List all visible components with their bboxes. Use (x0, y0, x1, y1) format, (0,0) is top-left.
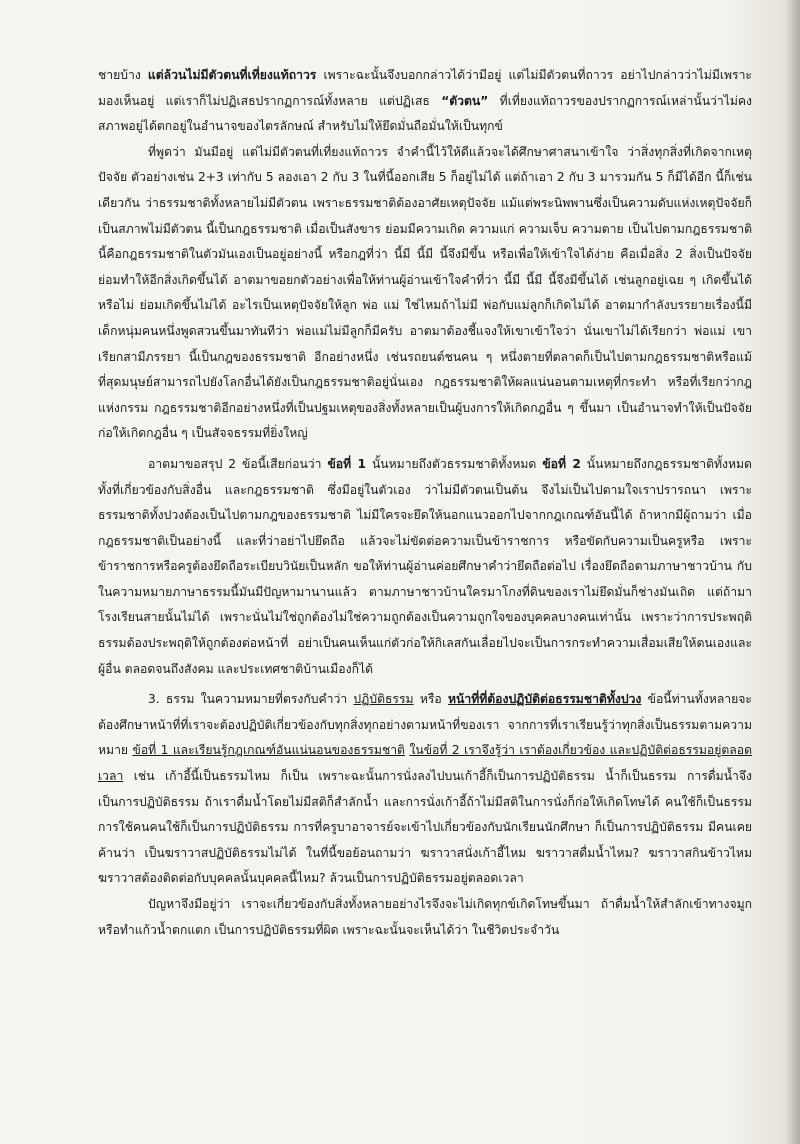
paragraph-4 (98, 687, 752, 892)
text-run: เพราะฉะนั้นจึงบอกกล่าวได้ว่ามีอยู่ แต่ไม่มีตัวตนที่ถาวร อย่าไปกล่าวว่าไม่มีเพราะมองเห็นอยู่ แต่เราก็ไม่ปฏิเสธปรากฏการณ์ทั้งหลาย แต่ปฏิเสธ (98, 68, 752, 108)
text-run: ข้อที่ 1 และเรียนรู้กฎเกณฑ์อันแน่นอนของธรรมชาติ (132, 743, 405, 758)
body-text (98, 63, 752, 943)
text-run: “ตัวตน” (441, 93, 489, 108)
text-run: อาตมาขอสรุป 2 ข้อนี้เสียก่อนว่า (148, 456, 328, 471)
text-run: ที่พูดว่า มันมีอยู่ แต่ไม่มีตัวตนที่เที่ยงแท้ถาวร จำคำนี้ไว้ให้ดีแล้วจะได้ศึกษาศาสนาเข้าใจ ว่าสิ่งทุกสิ่งที่เกิดจากเหตุปัจจัย ตัวอย่างเช่น 2+3 เท่ากับ 5 ลองเอา 2 กับ 3 ในที่นี้ออกเสีย 5 ก็อยู่ไม่ได้ แต่ถ้าเอา 2 กับ 3 มารวมกัน 5 ก็มีได้อีก นี้ก็เช่นเดียวกัน ว่าธรรมชาติทั้งหลายไม่มีตัวตน เพราะธรรมชาติต้องอาศัยเหตุปัจจัย แม้แต่พระนิพพานซึ่งเป็นความดับแห่งเหตุปัจจัยก็เป็นสภาพไม่มีตัวตน นี้เป็นกฎธรรมชาติ เมื่อเป็นสังขาร ย่อมมีความเกิด ความแก่ ความเจ็บ ความตาย เป็นไปตามกฎธรรมชาติ นี้คือกฎธรรมชาติในตัวมันเองเป็นอยู่อย่างนี้ หรือกฎที่ว่า นี้มี นี้มี นี้จึงมีขึ้น หรือเพื่อให้เข้าใจได้ง่าย คือเมื่อสิ่ง 2 สิ่งเป็นปัจจัย ย่อมทำให้อีกสิ่งเกิดขึ้นได้ อาตมาขอยกตัวอย่างเพื่อให้ท่านผู้อ่านเข้าใจคำที่ว่า นี้มี นี้มี นี้จึงมีขึ้นได้ เช่นลูกอยู่เฉย ๆ เกิดขึ้นได้หรือไม่ ย่อมเกิดขึ้นไม่ได้ อะไรเป็นเหตุปัจจัยให้ลูก พ่อ แม่ ใช่ไหมถ้าไม่มี พ่อกับแม่ลูกก็เกิดไม่ได้ อาตมากำลังบรรยายเรื่องนี้มีเด็กหนุ่มคนหนึ่งพูดสวนขึ้นมาทันทีว่า พ่อแม่ไม่มีลูกก็มีครับ อาตมาต้องชี้แจงให้เขาเข้าใจว่า นั่นเขาไม่ได้เรียกว่า พ่อแม่ เขาเรียกสามีภรรยา นี้เป็นกฎของธรรมชาติ อีกอย่างหนึ่ง เช่นรถยนต์ชนคน ๆ หนึ่งตายที่ตลาดก็เป็นไปตามกฎธรรมชาติหรือแม้ที่สุดมนุษย์สามารถไปยังโลกอื่นได้ยังเป็นกฎธรรมชาติอยู่นั่นเอง กฎธรรมชาติให้ผลแน่นอนตามเหตุที่กระทำ หรือที่เรียกว่ากฎแห่งกรรม กฎธรรมชาติอีกอย่างหนึ่งที่เป็นปฐมเหตุของสิ่งทั้งหลายเป็นผู้บงการให้เกิดกฎอื่น ๆ ขึ้นมา เป็นอำนาจทำให้เป็นปัจจัยก่อให้เกิดกฎอื่น ๆ เป็นสัจจธรรมที่ยิ่งใหญ่ (98, 144, 752, 441)
text-run: ข้อที่ 2 (542, 456, 581, 471)
text-run: ปัญหาจึงมีอยู่ว่า เราจะเกี่ยวข้องกับสิ่งทั้งหลายอย่างไรจึงจะไม่เกิดทุกข์เกิดโทษขึ้นมา ถ้าดื่มน้ำให้สำลักเข้าทางจมูก หรือทำแก้วน้ำตกแตก เป็นการปฏิบัติธรรมที่ผิด เพราะฉะนั้นจะเห็นได้ว่า ในชีวิตประจำวัน (98, 897, 752, 937)
text-run: นั้นหมายถึงกฎธรรมชาติทั้งหมด ทั้งที่เกี่ยวข้องกับสิ่งอื่น และกฎธรรมชาติ ซึ่งมีอยู่ในตัวเอง ว่าไม่มีตัวตนเป็นต้น จึงไม่เป็นไปตามใจเราปรารถนา เพราะธรรมชาติทั้งปวงต้องเป็นไปตามกฎของธรรมชาติ ไม่มีใครจะยึดให้นอกแนวออกไปจากกฎเกณฑ์อันนี้ได้ ถ้าหากมีผู้ถามว่า เมื่อกฎธรรมชาติเป็นอย่างนี้ และที่ว่าอย่าไปยึดถือ แล้วจะไม่ขัดต่อความเป็นข้าราชการ หรือขัดกับความเป็นครูหรือ เพราะข้าราชการหรือครูต้องยึดถือระเบียบวินัยเป็นหลัก ขอให้ท่านผู้อ่านค่อยศึกษาคำว่ายึดถือต่อไป เรื่องยึดถือตามภาษาชาวบ้าน กับในความหมายภาษาธรรมนี้มันมีปัญหามานานแล้ว ตามภาษาชาวบ้านใครมาโกงที่ดินของเราไม่ยึดมั่นก็ช่างมันเถิด แต่ถ้ามาโรงเรียนสายนั้นไม่ได้ เพราะนั่นไม่ใช่ถูกต้องไม่ใช่ความถูกต้องเป็นความถูกใจของบุคคลบางคนเท่านั้น เพราะว่าการประพฤติธรรมต้องประพฤติให้ถูกต้องต่อหน้าที่ อย่าเป็นคนเห็นแก่ตัวก่อให้กิเลสกันเลื่อยไปจะเป็นการกระทำความเสื่อมเสียให้ตนเองและผู้อื่น ตลอดจนถึงสังคม และประเทศชาติบ้านเมืองก็ได้ (98, 456, 752, 676)
text-run: ที่เที่ยงแท้ถาวรของปรากฏการณ์เหล่านั้นว่าไม่คงสภาพอยู่ได้ตกอยู่ในอำนาจของไตรลักษณ์ สำหรับไม่ให้ยึดมั่นถือมั่นให้เป็นทุกข์ (98, 93, 752, 134)
page-edge-shadow (786, 0, 800, 1144)
text-run: นั้นหมายถึงตัวธรรมชาติทั้งหมด (365, 456, 543, 471)
text-run: ข้อที่ 1 (327, 456, 366, 471)
paragraph-5 (98, 892, 752, 943)
text-run: ในข้อที่ 2 เราจึงรู้ว่า เราต้องเกี่ยวข้อง และปฏิบัติต่อธรรมอยู่ตลอดเวลา (98, 743, 752, 784)
text-run: หน้าที่ที่ต้องปฏิบัติต่อธรรมชาติทั้งปวง (447, 692, 642, 707)
paragraph-1 (98, 63, 752, 140)
text-run: ปฏิบัติธรรม (353, 692, 414, 707)
text-run: 3. ธรรม ในความหมายที่ตรงกับคำว่า (148, 692, 354, 707)
text-run: แต่ล้วนไม่มีตัวตนที่เที่ยงแท้ถาวร (147, 68, 317, 82)
text-run: เช่น เก้าอี้นี้เป็นธรรมไหม ก็เป็น เพราะฉะนั้นการนั่งลงไปบนเก้าอี้ก็เป็นการปฏิบัติธรรม น้ำก็เป็นธรรม การดื่มน้ำจึงเป็นการปฏิบัติธรรม ถ้าเราดื่มน้ำโดยไม่มีสติก็สำลักน้ำ และการนั่งเก้าอี้ถ้าไม่มีสติในการนั่งก็ก่อให้เกิดโทษได้ คนใช้ก็เป็นธรรม การใช้คนคนใช้ก็เป็นการปฏิบัติธรรม การที่ครูบาอาจารย์จะเข้าไปเกี่ยวข้องกับนักเรียนนักศึกษา ก็เป็นการปฏิบัติธรรม มีคนเคยค้านว่า เป็นฆราวาสปฏิบัติธรรมไม่ได้ ในที่นี้ขอย้อนถามว่า ฆราวาสนั่งเก้าอี้ไหม ฆราวาสดื่มน้ำไหม? ฆราวาสกินข้าวไหม ฆราวาสต้องติดต่อกับบุคคลนั้นบุคคลนี้ไหม? ล้วนเป็นการปฏิบัติธรรมอยู่ตลอดเวลา (98, 769, 752, 886)
paragraph-3 (98, 452, 752, 682)
text-run: ข้อนี้ท่านทั้งหลายจะต้องศึกษาหน้าที่ที่เราจะต้องปฏิบัติเกี่ยวข้องกับทุกสิ่งทุกอย่างตามหน้าที่ของเรา จากการที่เราเรียนรู้ว่าทุกสิ่งเป็นธรรมตามความหมาย (98, 692, 752, 758)
paragraph-2 (98, 140, 752, 447)
text-run: ชายบ้าง (98, 68, 148, 82)
text-run: หรือ (413, 692, 448, 707)
